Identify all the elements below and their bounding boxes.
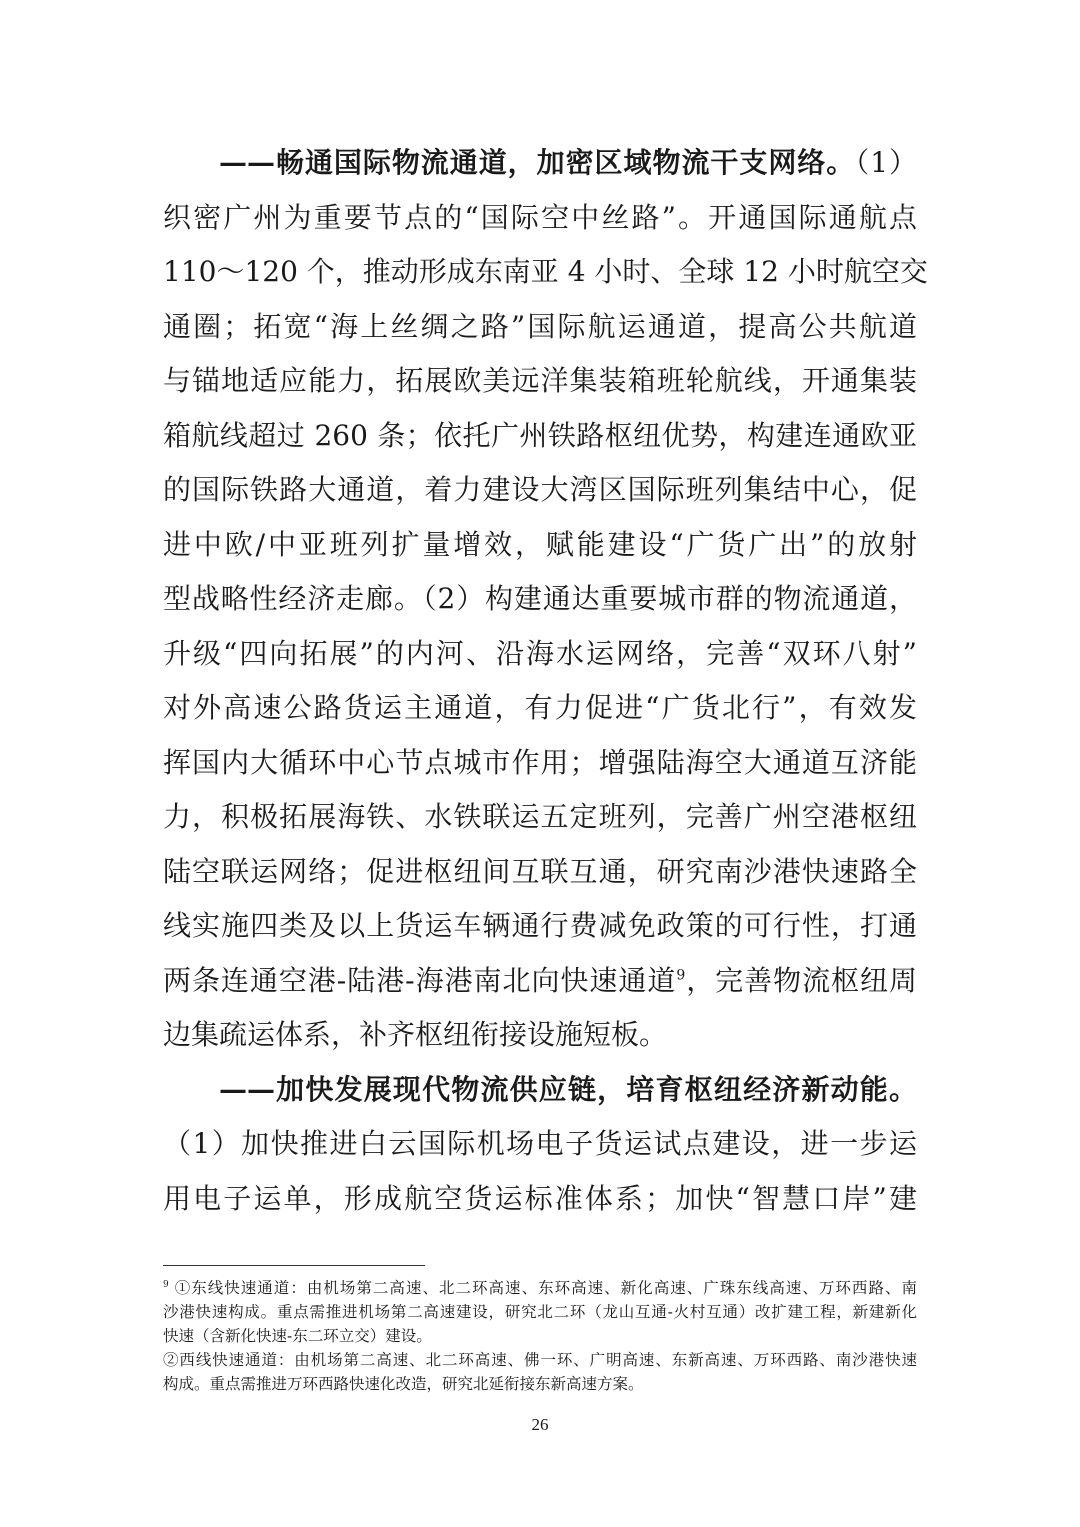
paragraph-line: 力，积极拓展海铁、水铁联运五定班列，完善广州空港枢纽 xyxy=(163,800,917,833)
paragraph-line: 的国际铁路大通道，着力建设大湾区国际班列集结中心，促 xyxy=(163,473,917,506)
line-text: 两条连通空港-陆港-海港南北向快速通道 xyxy=(163,963,677,997)
section-heading: ——加快发展现代物流供应链，培育枢纽经济新动能。 xyxy=(219,1072,917,1106)
paragraph-line: 对外高速公路货运主通道，有力促进“广货北行”，有效发 xyxy=(163,691,917,724)
paragraph-line xyxy=(163,1063,917,1118)
footnote-line: 快速（含新化快速-东二环立交）建设。 xyxy=(163,1327,432,1345)
line-text: （1） xyxy=(855,146,917,179)
paragraph-line: 箱航线超过 260 条；依托广州铁路枢纽优势，构建连通欧亚 xyxy=(163,418,917,452)
paragraph-line: 升级“四向拓展”的内河、沿海水运网络，完善“双环八射” xyxy=(163,636,917,670)
section-heading: ——畅通国际物流通道，加密区域物流干支网络。 xyxy=(219,146,856,179)
paragraph-line: 与锚地适应能力，拓展欧美远洋集装箱班轮航线，开通集装 xyxy=(163,364,917,397)
paragraph-line: 110～120 个，推动形成东南亚 4 小时、全球 12 小时航空交 xyxy=(163,255,928,288)
footnotes xyxy=(163,1276,917,1396)
paragraph-line: 用电子运单，形成航空货运标准体系；加快“智慧口岸”建 xyxy=(163,1181,917,1215)
footnote-text: ①东线快速通道：由机场第二高速、北二环高速、东环高速、新化高速、广珠东线高速、万环西路、南 xyxy=(174,1279,917,1297)
footnote-ref[interactable]: 9 xyxy=(676,967,686,984)
paragraph-line: 陆空联运网络；促进枢纽间互联互通，研究南沙港快速路全 xyxy=(163,854,917,888)
paragraph-line xyxy=(163,954,917,1009)
paragraph-line: 通圈；拓宽“海上丝绸之路”国际航运通道，提高公共航道 xyxy=(163,309,917,343)
footnote-line: 沙港快速构成。重点需推进机场第二高速建设，研究北二环（龙山互通-火村互通）改扩建工程，新建新化 xyxy=(163,1303,917,1321)
page-number: 26 xyxy=(531,1415,549,1434)
footnote-line xyxy=(163,1276,917,1300)
paragraph-line: （1）加快推进白云国际机场电子货运试点建设，进一步运 xyxy=(163,1127,917,1160)
footnote-divider xyxy=(163,1265,425,1266)
paragraph-line: 边集疏运体系，补齐枢纽衔接设施短板。 xyxy=(163,1018,668,1051)
paragraph-line: 进中欧/中亚班列扩量增效，赋能建设“广货广出”的放射 xyxy=(163,527,917,561)
footnote-line: ②西线快速通道：由机场第二高速、北二环高速、佛一环、广明高速、东新高速、万环西路、南沙港快速 xyxy=(163,1351,917,1369)
paragraph-line: 挥国内大循环中心节点城市作用；增强陆海空大通道互济能 xyxy=(163,745,917,779)
paragraph-line xyxy=(163,136,917,191)
body-text xyxy=(163,136,928,1226)
paragraph-line: 线实施四类及以上货运车辆通行费减免政策的可行性，打通 xyxy=(163,909,917,942)
line-text: ，完善物流枢纽周 xyxy=(685,963,917,997)
footnote-line: 构成。重点需推进万环西路快速化改造，研究北延衔接东新高速方案。 xyxy=(163,1375,644,1393)
paragraph-line: 织密广州为重要节点的“国际空中丝路”。开通国际通航点 xyxy=(163,200,917,234)
footnote-marker: 9 xyxy=(163,1279,169,1290)
paragraph-line: 型战略性经济走廊。（2）构建通达重要城市群的物流通道， xyxy=(163,582,917,615)
